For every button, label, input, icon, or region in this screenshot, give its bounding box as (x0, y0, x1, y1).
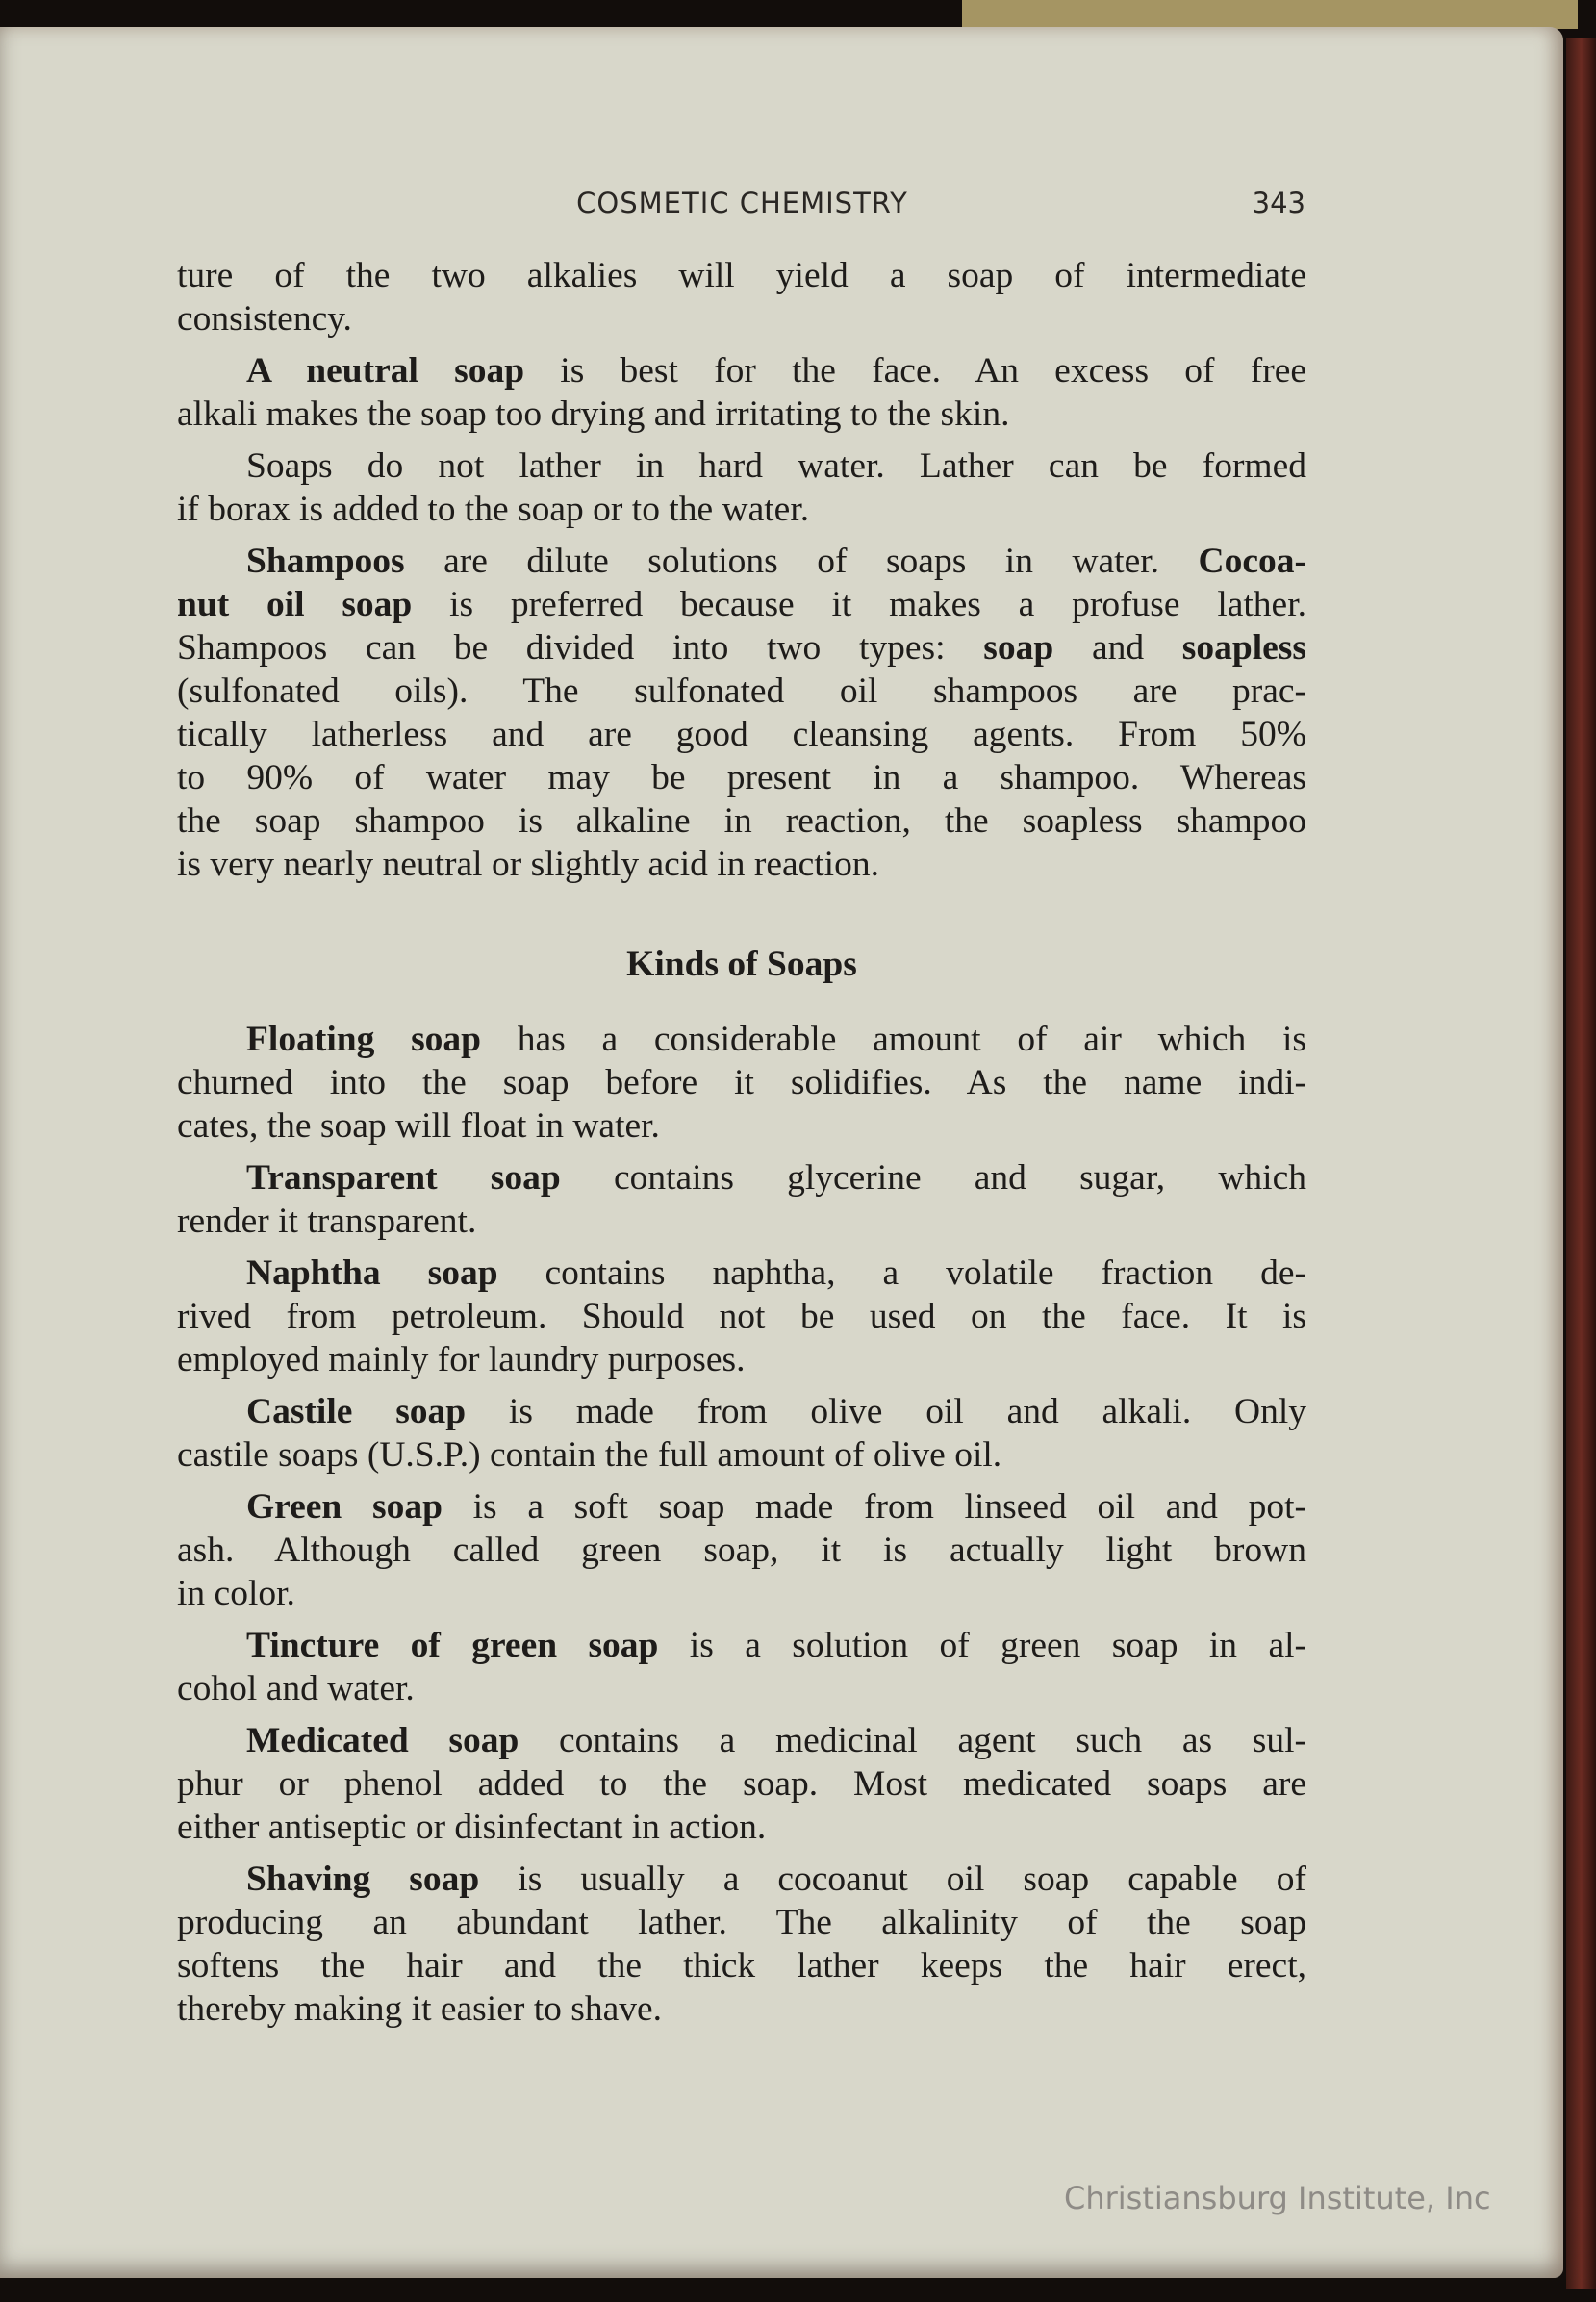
page-number: 343 (1252, 187, 1305, 219)
text-line (177, 756, 1306, 799)
text-run: Soaps do not lather in hard water. Lather can be formed (246, 446, 1306, 486)
text-run: thereby making it easier to shave. (177, 1989, 662, 2029)
book-spine-edge (1566, 38, 1596, 2289)
bold-term: Cocoa- (1198, 542, 1306, 581)
text-line (177, 540, 1306, 583)
text-run: are dilute solutions of soaps in water. (404, 542, 1199, 581)
text-run: either antiseptic or disinfectant in action. (177, 1808, 767, 1847)
text-run: and (1053, 628, 1182, 668)
text-line (177, 1762, 1306, 1806)
text-line (177, 488, 1306, 531)
text-line (177, 349, 1306, 392)
text-run: the soap shampoo is alkaline in reaction, the soapless shampoo (177, 801, 1306, 841)
page-body (177, 254, 1306, 2031)
text-line (177, 843, 1306, 886)
section-heading: Kinds of Soaps (626, 945, 857, 984)
text-line (177, 1529, 1306, 1572)
text-run: is preferred because it makes a profuse lather. (412, 585, 1306, 624)
text-line (177, 1944, 1306, 1987)
text-line (177, 1018, 1306, 1061)
bold-term: Transparent soap (246, 1158, 561, 1198)
bold-term: Castile soap (246, 1392, 467, 1431)
text-line (177, 1252, 1306, 1295)
text-line (177, 713, 1306, 756)
bold-term: Shaving soap (246, 1859, 480, 1899)
bold-term: Green soap (246, 1487, 443, 1527)
text-run: ture of the two alkalies will yield a soap of intermediate (177, 256, 1306, 295)
paragraph (177, 444, 1306, 531)
text-run: contains glycerine and sugar, which (560, 1158, 1306, 1198)
text-run: has a considerable amount of air which is (481, 1020, 1306, 1059)
bold-term: soap (983, 628, 1054, 668)
text-run: Shampoos can be divided into two types: (177, 628, 984, 668)
text-line (177, 1624, 1306, 1667)
text-line (177, 626, 1306, 670)
watermark: Christiansburg Institute, Inc (1064, 2180, 1491, 2216)
paragraph (177, 1156, 1306, 1243)
text-line (177, 444, 1306, 488)
text-line (177, 1987, 1306, 2031)
text-run: is a solution of green soap in al- (658, 1626, 1306, 1665)
text-line (177, 670, 1306, 713)
text-run: is best for the face. An excess of free (524, 351, 1306, 391)
text-line (177, 799, 1306, 843)
text-run: softens the hair and the thick lather keeps the hair erect, (177, 1946, 1306, 1986)
text-run: is very nearly neutral or slightly acid in reaction. (177, 845, 879, 884)
text-line (177, 1485, 1306, 1529)
bold-term: soapless (1181, 628, 1306, 668)
paragraph (177, 1390, 1306, 1477)
text-run: churned into the soap before it solidifies. As the name indi- (177, 1063, 1306, 1102)
text-line (177, 1433, 1306, 1477)
text-line (177, 1295, 1306, 1338)
kinds-of-soaps-section (177, 1018, 1306, 2031)
text-line (177, 1572, 1306, 1615)
text-line (177, 1858, 1306, 1901)
text-line (177, 1667, 1306, 1710)
text-run: tically latherless and are good cleansing agents. From 50% (177, 715, 1306, 754)
bold-term: Medicated soap (246, 1721, 519, 1760)
intro-section (177, 254, 1306, 886)
bold-term: A neutral soap (246, 351, 525, 391)
text-run: employed mainly for laundry purposes. (177, 1340, 746, 1379)
text-run: render it transparent. (177, 1202, 477, 1241)
text-run: (sulfonated oils). The sulfonated oil shampoos are prac- (177, 671, 1306, 711)
text-line (177, 297, 1306, 341)
text-run: contains naphtha, a volatile fraction de- (497, 1253, 1306, 1293)
text-run: rived from petroleum. Should not be used on the face. It is (177, 1297, 1306, 1336)
paragraph (177, 1858, 1306, 2031)
text-line (177, 392, 1306, 436)
bold-term: Naphtha soap (246, 1253, 498, 1293)
text-run: contains a medicinal agent such as sul- (519, 1721, 1306, 1760)
text-line (177, 1390, 1306, 1433)
text-line (177, 1901, 1306, 1944)
page-top-edge (962, 0, 1578, 29)
text-line (177, 1806, 1306, 1849)
text-run: to 90% of water may be present in a shampoo. Whereas (177, 758, 1306, 797)
paragraph (177, 349, 1306, 436)
text-run: is usually a cocoanut oil soap capable of (479, 1859, 1306, 1899)
text-line (177, 583, 1306, 626)
bold-term: Floating soap (246, 1020, 482, 1059)
paragraph (177, 1018, 1306, 1148)
text-run: in color. (177, 1574, 295, 1613)
text-run: is made from olive oil and alkali. Only (466, 1392, 1306, 1431)
text-run: is a soft soap made from linseed oil and pot- (442, 1487, 1307, 1527)
text-run: cohol and water. (177, 1669, 415, 1708)
text-run: producing an abundant lather. The alkalinity of the soap (177, 1903, 1306, 1942)
text-run: castile soaps (U.S.P.) contain the full amount of olive oil. (177, 1435, 1002, 1475)
paragraph (177, 1485, 1306, 1615)
text-run: ash. Although called green soap, it is actually light brown (177, 1530, 1306, 1570)
bold-term: Tincture of green soap (246, 1626, 659, 1665)
paragraph (177, 540, 1306, 886)
bold-term: nut oil soap (177, 585, 413, 624)
text-run: cates, the soap will float in water. (177, 1106, 660, 1146)
text-run: consistency. (177, 299, 352, 339)
text-run: alkali makes the soap too drying and irritating to the skin. (177, 394, 1010, 434)
text-line (177, 1338, 1306, 1381)
text-line (177, 1200, 1306, 1243)
text-line (177, 1104, 1306, 1148)
paragraph (177, 1624, 1306, 1710)
text-line (177, 1061, 1306, 1104)
running-header (179, 187, 1305, 225)
text-run: phur or phenol added to the soap. Most medicated soaps are (177, 1764, 1306, 1804)
paragraph (177, 254, 1306, 341)
text-run: if borax is added to the soap or to the water. (177, 490, 810, 529)
paragraph (177, 1719, 1306, 1849)
text-line (177, 254, 1306, 297)
text-line (177, 1719, 1306, 1762)
paragraph (177, 1252, 1306, 1381)
text-line (177, 1156, 1306, 1200)
bold-term: Shampoos (246, 542, 405, 581)
running-title: COSMETIC CHEMISTRY (576, 187, 908, 219)
